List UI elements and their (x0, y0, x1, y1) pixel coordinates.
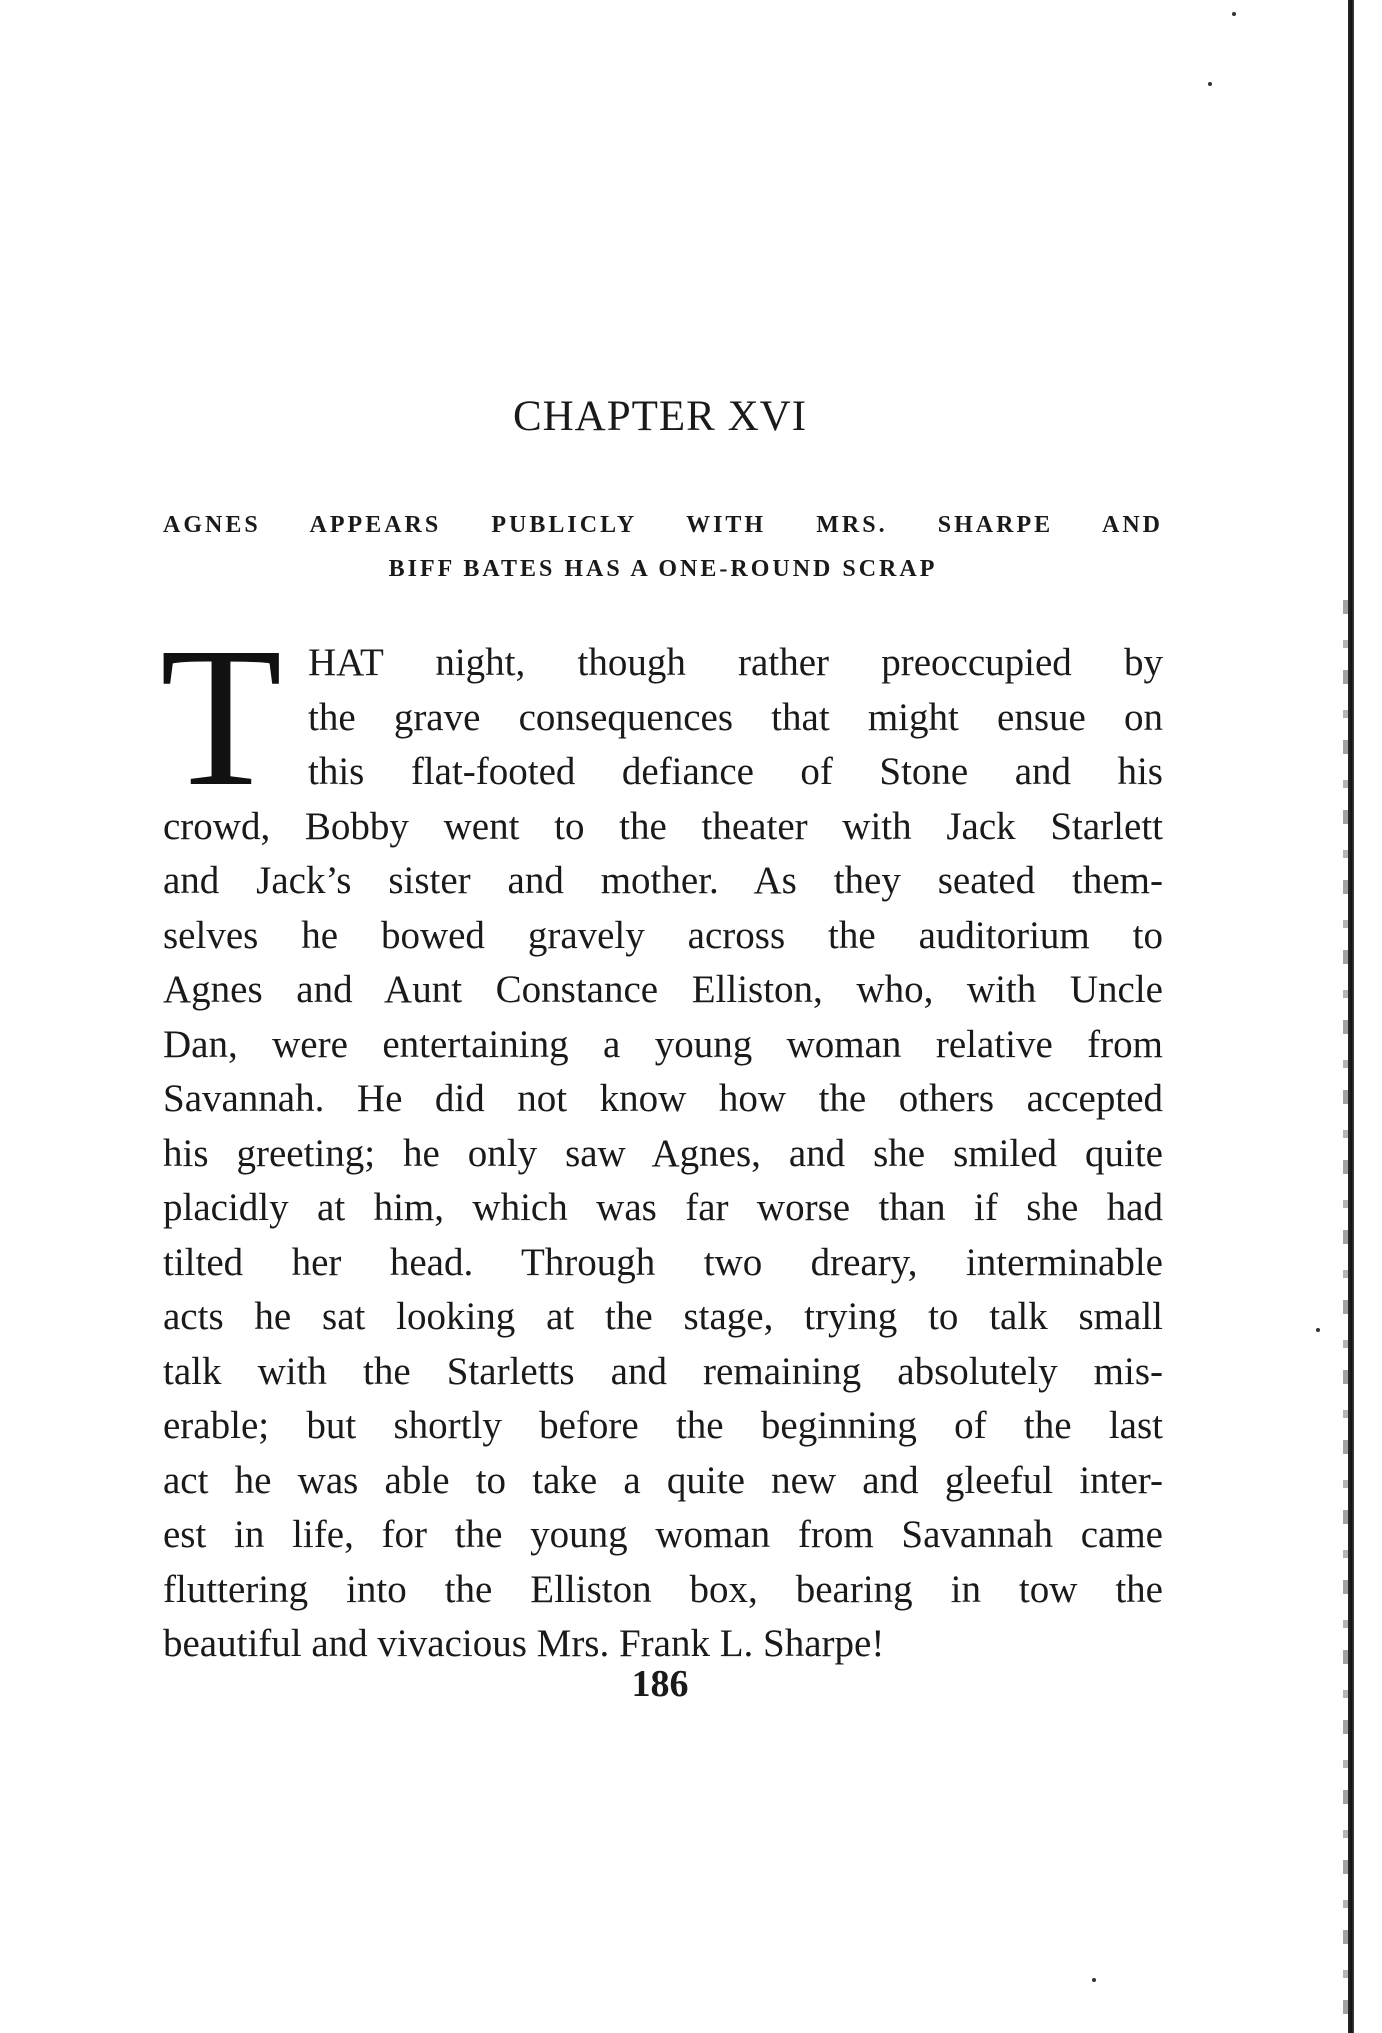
chapter-heading: CHAPTER XVI (512, 393, 808, 440)
text-line: acts he sat looking at the stage, trying to talk small (163, 1295, 1163, 1338)
scan-speck (1316, 1328, 1320, 1332)
text-line: erable; but shortly before the beginning of the last (163, 1404, 1163, 1447)
binding-edge (1348, 0, 1354, 2033)
chapter-subtitle-line-2: BIFF BATES HAS A ONE-ROUND SCRAP (388, 556, 938, 582)
text-line: the grave consequences that might ensue on (308, 695, 1163, 739)
text-line: this flat-footed defiance of Stone and his (308, 750, 1163, 793)
text-line: and Jack’s sister and mother. As they seated them- (163, 859, 1163, 902)
binding-shadow (1343, 600, 1348, 2020)
text-line: his greeting; he only saw Agnes, and she smiled quite (163, 1131, 1163, 1175)
scan-speck (1232, 12, 1236, 16)
text-line: beautiful and vivacious Mrs. Frank L. Sharpe! (163, 1622, 885, 1665)
text-line: crowd, Bobby went to the theater with Jack Starlett (163, 804, 1163, 848)
text-line: Agnes and Aunt Constance Elliston, who, with Uncle (163, 968, 1163, 1011)
text-line: Dan, were entertaining a young woman relative from (163, 1022, 1163, 1066)
chapter-subtitle (163, 503, 1163, 591)
chapter-subtitle-line-1: AGNES APPEARS PUBLICLY WITH MRS. SHARPE AND (163, 512, 1163, 538)
text-line: selves he bowed gravely across the auditorium to (163, 913, 1163, 957)
text-line: est in life, for the young woman from Savannah came (163, 1513, 1163, 1556)
text-line: fluttering into the Elliston box, bearing in tow the (163, 1567, 1163, 1611)
drop-cap: T (160, 607, 283, 828)
text-line: HAT night, though rather preoccupied by (308, 641, 1163, 684)
text-line: act he was able to take a quite new and gleeful inter- (163, 1458, 1163, 1502)
body-paragraph (163, 636, 1163, 1672)
text-line: tilted her head. Through two dreary, interminable (163, 1240, 1163, 1284)
text-line: Savannah. He did not know how the others accepted (163, 1077, 1163, 1120)
text-line: placidly at him, which was far worse than if she had (163, 1186, 1163, 1229)
scan-speck (1208, 82, 1212, 86)
text-line: talk with the Starletts and remaining absolutely mis- (163, 1349, 1163, 1393)
page-number: 186 (631, 1663, 689, 1705)
scan-speck (1092, 1978, 1096, 1982)
